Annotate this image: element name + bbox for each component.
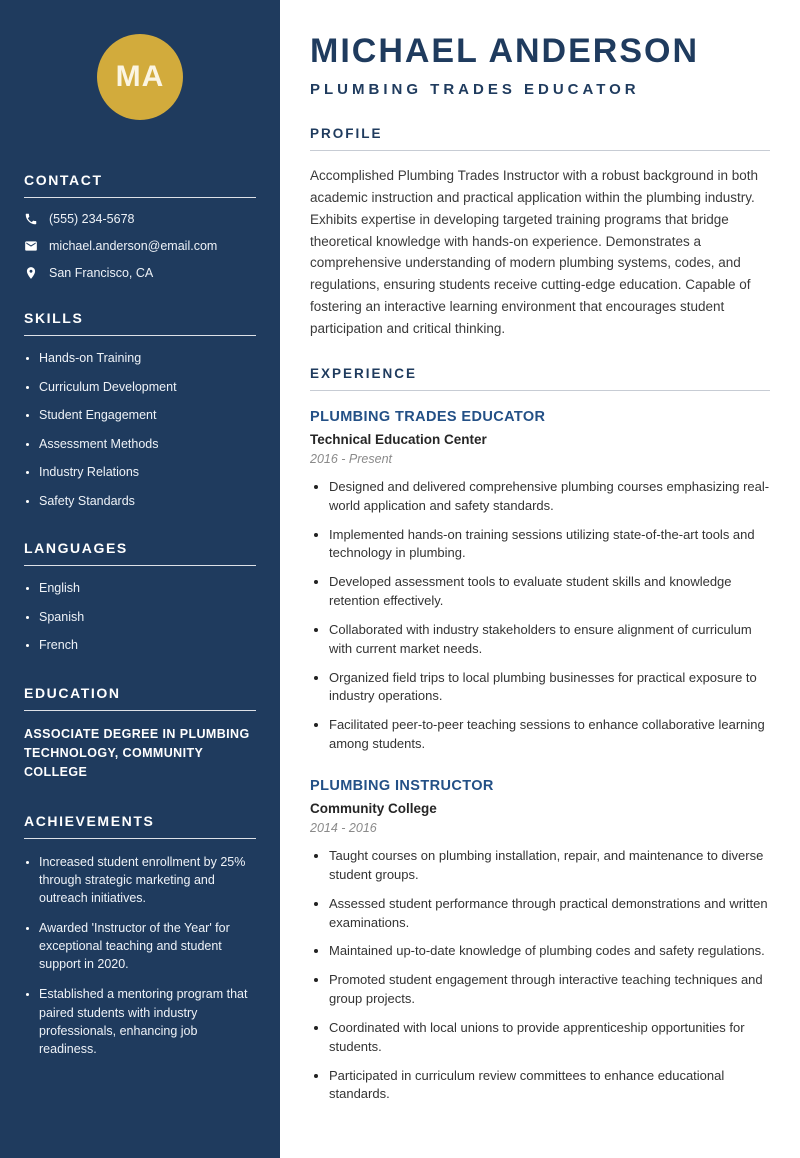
email-icon	[24, 239, 38, 253]
skills-list	[24, 350, 256, 510]
skill-item: • Curriculum Development	[39, 379, 256, 397]
profile-section	[310, 126, 770, 340]
language-item: • Spanish	[39, 609, 256, 627]
phone-icon	[24, 212, 38, 226]
job-bullet: • Collaborated with industry stakeholders to ensure alignment of curriculum with current market needs.	[329, 621, 770, 659]
job-company: Community College	[310, 801, 437, 816]
profile-text: Accomplished Plumbing Trades Instructor with a robust background in both academic instruction and practical application within the plumbing industry. Exhibits expertise in developing targeted training programs that bridge theoretical knowledge with hands-on experience. Demonstrates a comprehensive understanding of modern plumbing systems, codes, and regulations, ensuring students receive cutting-edge education. Capable of fostering an interactive learning environment that encourages student participation and critical thinking.	[310, 168, 758, 337]
language-item: • French	[39, 637, 256, 655]
phone-value: (555) 234-5678	[49, 212, 135, 226]
skill-item: • Hands-on Training	[39, 350, 256, 368]
language-item: • English	[39, 580, 256, 598]
contact-heading: CONTACT	[24, 172, 256, 198]
job-company: Technical Education Center	[310, 431, 487, 447]
email-value: michael.anderson@email.com	[49, 239, 218, 253]
skills-section	[24, 310, 256, 510]
contact-email	[24, 239, 256, 253]
location-value: San Francisco, CA	[49, 266, 154, 280]
job-bullets	[310, 847, 770, 1104]
main-content	[280, 0, 800, 1158]
avatar	[97, 34, 183, 120]
skills-heading: SKILLS	[24, 310, 256, 336]
job-bullets	[310, 478, 770, 754]
achievement-item: • Established a mentoring program that paired students with industry professionals, enhancing job readiness.	[39, 985, 256, 1058]
languages-heading: LANGUAGES	[24, 540, 256, 566]
education-section	[24, 685, 256, 783]
experience-heading: EXPERIENCE	[310, 366, 770, 391]
achievement-item: • Increased student enrollment by 25% through strategic marketing and outreach initiatives.	[39, 853, 256, 907]
skill-item: • Assessment Methods	[39, 436, 256, 454]
profile-heading: PROFILE	[310, 126, 770, 151]
languages-section	[24, 540, 256, 655]
experience-job-1	[310, 409, 770, 754]
location-icon	[24, 266, 38, 280]
education-degree: ASSOCIATE DEGREE IN PLUMBING TECHNOLOGY, COMMUNITY COLLEGE	[24, 726, 250, 780]
achievements-list	[24, 853, 256, 1058]
experience-job-2	[310, 778, 770, 1104]
job-title: PLUMBING INSTRUCTOR	[310, 778, 494, 794]
job-bullet: • Implemented hands-on training sessions utilizing state-of-the-art tools and technology in plumbing.	[329, 526, 770, 564]
achievements-heading: ACHIEVEMENTS	[24, 813, 256, 839]
job-bullet: • Maintained up-to-date knowledge of plumbing codes and safety regulations.	[329, 942, 770, 961]
job-bullet: • Participated in curriculum review committees to enhance educational standards.	[329, 1067, 770, 1105]
education-heading: EDUCATION	[24, 685, 256, 711]
avatar-initials: MA	[115, 60, 165, 93]
job-bullet: • Promoted student engagement through interactive teaching techniques and group projects.	[329, 971, 770, 1009]
achievement-item: • Awarded 'Instructor of the Year' for exceptional teaching and student support in 2020.	[39, 919, 256, 973]
languages-list	[24, 580, 256, 655]
job-title: PLUMBING TRADES EDUCATOR	[310, 408, 546, 425]
job-bullet: • Coordinated with local unions to provide apprenticeship opportunities for students.	[329, 1019, 770, 1057]
job-bullet: • Organized field trips to local plumbing businesses for practical exposure to industry operations.	[329, 669, 770, 707]
job-dates: 2014 - 2016	[310, 821, 377, 835]
contact-phone	[24, 212, 256, 226]
person-title: PLUMBING TRADES EDUCATOR	[310, 81, 640, 98]
job-dates: 2016 - Present	[310, 451, 392, 466]
skill-item: • Student Engagement	[39, 407, 256, 425]
experience-section	[310, 366, 770, 1104]
contact-location	[24, 266, 256, 280]
achievements-section	[24, 813, 256, 1058]
job-bullet: • Assessed student performance through practical demonstrations and written examinations.	[329, 895, 770, 933]
job-bullet: • Designed and delivered comprehensive plumbing courses emphasizing real-world application and safety standards.	[329, 478, 770, 516]
sidebar	[0, 0, 280, 1158]
skill-item: • Industry Relations	[39, 464, 256, 482]
job-bullet: • Facilitated peer-to-peer teaching sessions to enhance collaborative learning among students.	[329, 716, 770, 754]
job-bullet: • Developed assessment tools to evaluate student skills and knowledge retention effectively.	[329, 573, 770, 611]
skill-item: • Safety Standards	[39, 493, 256, 511]
person-name: MICHAEL ANDERSON	[310, 32, 700, 70]
contact-section	[24, 172, 256, 280]
job-bullet: • Taught courses on plumbing installation, repair, and maintenance to diverse student groups.	[329, 847, 770, 885]
